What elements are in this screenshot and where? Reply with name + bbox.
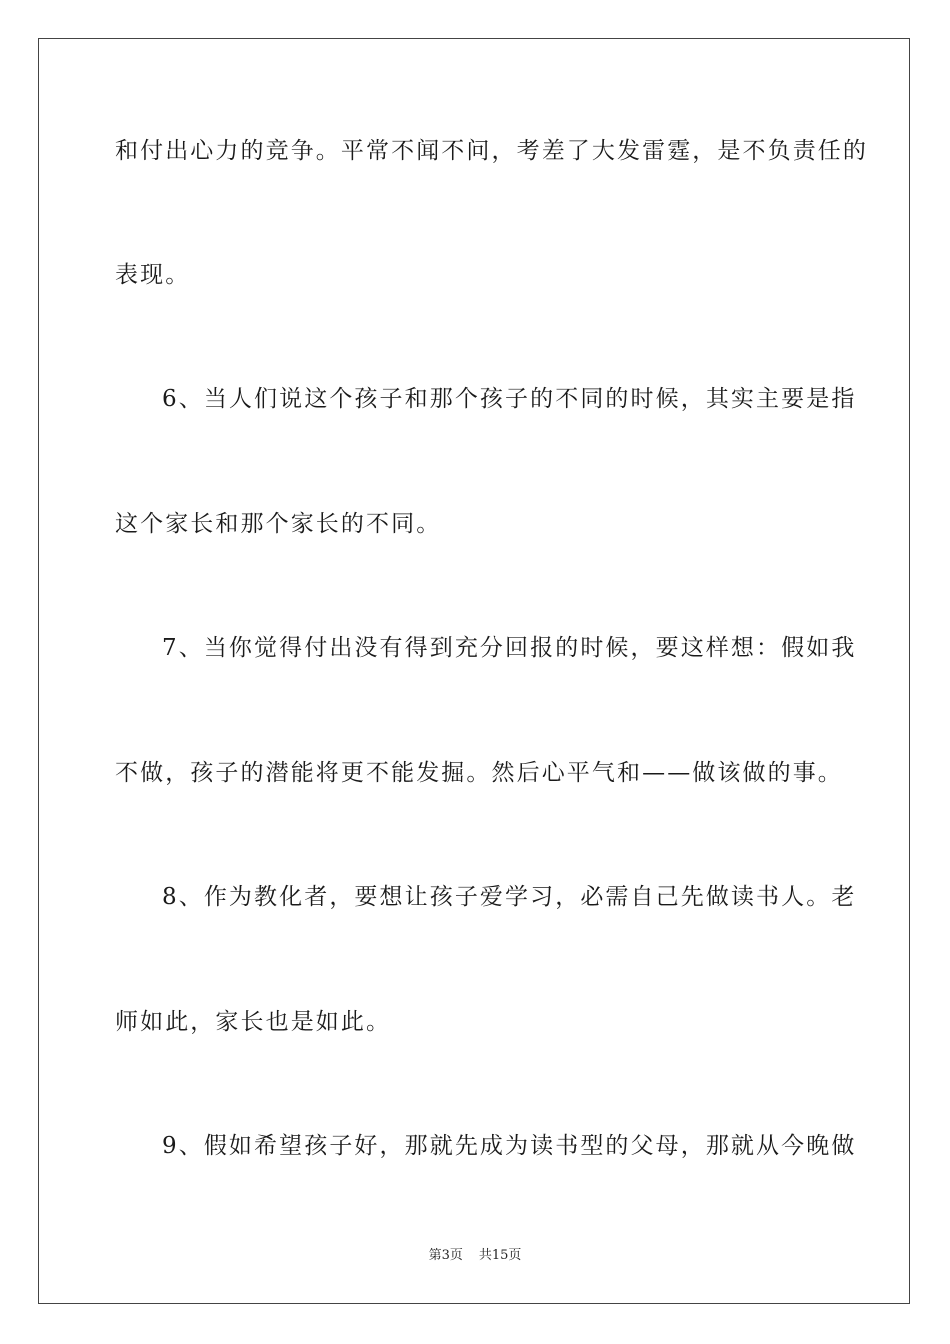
paragraph-start-7: 7、当你觉得付出没有得到充分回报的时候，要这样想：假如我 [162,635,857,661]
page-footer [0,1247,950,1265]
text-line: 和付出心力的竞争。平常不闻不问，考差了大发雷霆，是不负责任的 [115,138,868,164]
text-line: 不做，孩子的潜能将更不能发掘。然后心平气和——做该做的事。 [115,760,843,786]
paragraph-start-6: 6、当人们说这个孩子和那个孩子的不同的时候，其实主要是指 [162,386,857,412]
page-total: 共15页 [478,1248,522,1263]
text-line: 这个家长和那个家长的不同。 [115,511,442,537]
text-line: 表现。 [115,262,191,288]
paragraph-start-8: 8、作为教化者，要想让孩子爱学习，必需自己先做读书人。老 [162,884,857,910]
page-number: 第3页 [428,1248,463,1263]
paragraph-start-9: 9、假如希望孩子好，那就先成为读书型的父母，那就从今晚做 [162,1133,857,1159]
page-border [38,38,910,1304]
text-line: 师如此，家长也是如此。 [115,1009,392,1035]
